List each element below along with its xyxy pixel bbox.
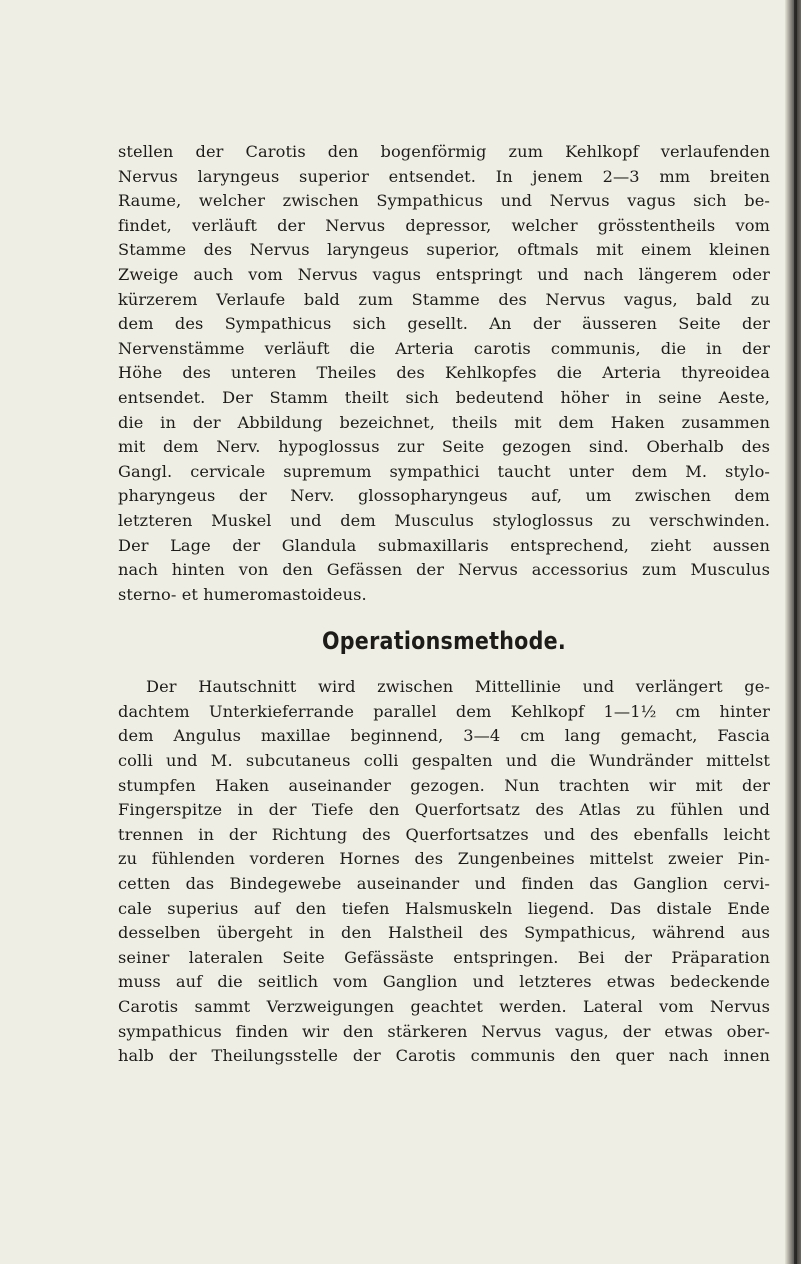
text-line: nach hinten von den Gefässen der Nervus accessorius zum Musculus	[118, 560, 770, 580]
text-line: trennen in der Richtung des Querfortsatzes und des ebenfalls leicht	[118, 824, 770, 844]
text-line: cetten das Bindegewebe auseinander und finden das Ganglion cervi-	[118, 874, 770, 894]
text-line: Zweige auch vom Nervus vagus entspringt und nach längerem oder	[118, 264, 770, 284]
text-line: entsendet. Der Stamm theilt sich bedeutend höher in seine Aeste,	[118, 387, 770, 407]
text-line: Fingerspitze in der Tiefe den Querfortsatz des Atlas zu fühlen und	[118, 800, 770, 820]
text-line: Der Lage der Glandula submaxillaris entsprechend, zieht aussen	[118, 535, 770, 555]
text-line: Nervenstämme verläuft die Arteria carotis communis, die in der	[118, 338, 770, 358]
text-line: Nervus laryngeus superior entsendet. In jenem 2—3 mm breiten	[118, 166, 770, 186]
text-line: stumpfen Haken auseinander gezogen. Nun trachten wir mit der	[118, 775, 770, 795]
text-line: Gangl. cervicale supremum sympathici taucht unter dem M. stylo-	[118, 461, 770, 481]
text-line: sympathicus finden wir den stärkeren Nervus vagus, der etwas ober-	[118, 1021, 770, 1041]
text-line: Raume, welcher zwischen Sympathicus und Nervus vagus sich be-	[118, 191, 770, 211]
text-line: Carotis sammt Verzweigungen geachtet werden. Lateral vom Nervus	[118, 997, 770, 1016]
text-line: dachtem Unterkieferrande parallel dem Kehlkopf 1—1½ cm hinter	[118, 701, 770, 721]
section-heading: Operationsmethode.	[321, 627, 567, 656]
text-line: letzteren Muskel und dem Musculus styloglossus zu verschwinden.	[118, 510, 770, 530]
page-edge-shadow	[785, 0, 801, 1264]
text-line: desselben übergeht in den Halstheil des Sympathicus, während aus	[118, 923, 770, 943]
text-line: die in der Abbildung bezeichnet, theils mit dem Haken zusammen	[118, 412, 770, 432]
text-line: Stamme des Nervus laryngeus superior, oftmals mit einem kleinen	[118, 240, 770, 260]
text-line: halb der Theilungsstelle der Carotis communis den quer nach innen	[118, 1046, 770, 1066]
text-line: cale superius auf den tiefen Halsmuskeln liegend. Das distale Ende	[118, 898, 770, 918]
text-line: findet, verläuft der Nervus depressor, welcher grösstentheils vom	[118, 215, 770, 235]
text-line: pharyngeus der Nerv. glossopharyngeus auf, um zwischen dem	[118, 486, 770, 506]
text-line: sterno- et humeromastoideus.	[118, 584, 367, 604]
page-text-block	[118, 140, 770, 1069]
text-line: colli und M. subcutaneus colli gespalten und die Wundränder mittelst	[118, 751, 770, 771]
text-line: Der Hautschnitt wird zwischen Mittellinie und verlängert ge-	[146, 677, 770, 697]
text-line: kürzerem Verlaufe bald zum Stamme des Nervus vagus, bald zu	[118, 289, 770, 309]
text-line: Höhe des unteren Theiles des Kehlkopfes die Arteria thyreoidea	[118, 363, 770, 383]
text-line: zu fühlenden vorderen Hornes des Zungenbeines mittelst zweier Pin-	[118, 849, 770, 869]
text-line: dem des Sympathicus sich gesellt. An der äusseren Seite der	[118, 314, 770, 334]
paragraph-method	[118, 675, 770, 1069]
page-edge-line	[794, 0, 797, 1264]
text-line: mit dem Nerv. hypoglossus zur Seite gezogen sind. Oberhalb des	[118, 437, 770, 457]
text-line: muss auf die seitlich vom Ganglion und letzteres etwas bedeckende	[118, 972, 770, 992]
text-line: stellen der Carotis den bogenförmig zum Kehlkopf verlaufenden	[118, 142, 770, 161]
text-line: dem Angulus maxillae beginnend, 3—4 cm lang gemacht, Fascia	[118, 726, 770, 746]
text-line: seiner lateralen Seite Gefässäste entspringen. Bei der Präparation	[118, 947, 770, 967]
paragraph-anatomy	[118, 140, 770, 607]
